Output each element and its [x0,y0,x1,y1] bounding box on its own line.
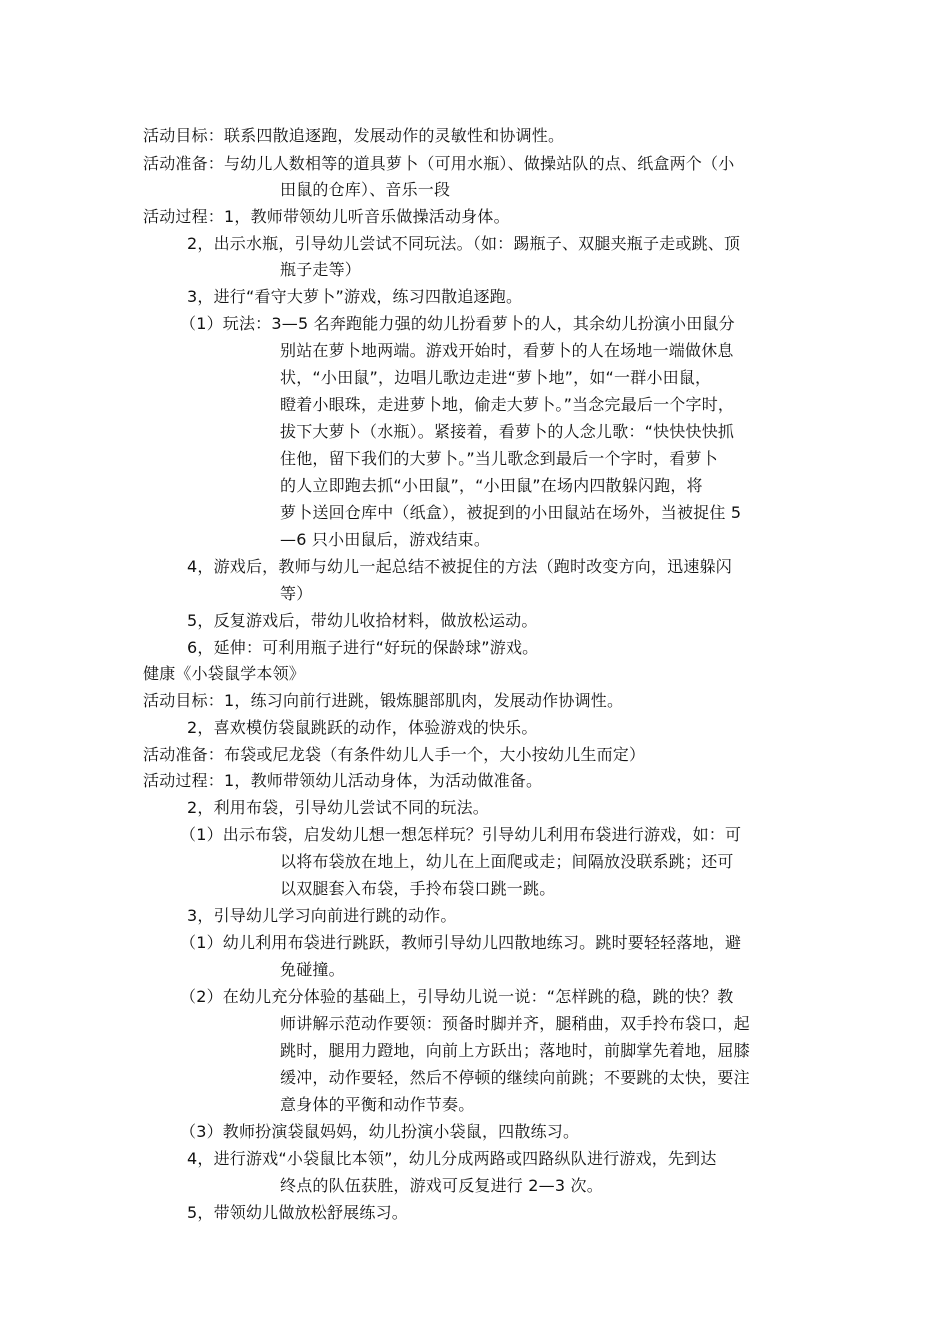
text-line: 意身体的平衡和动作节奏。 [280,1095,475,1114]
text-line: 住他，留下我们的大萝卜。”当儿歌念到最后一个字时，看萝卜 [280,449,718,468]
text-line: 活动准备：与幼儿人数相等的道具萝卜（可用水瓶）、做操站队的点、纸盒两个（小 [143,154,735,173]
text-line: 等） [280,584,313,603]
text-line: 5，反复游戏后，带幼儿收拾材料，做放松运动。 [187,611,538,630]
text-line: 2，出示水瓶，引导幼儿尝试不同玩法。（如：踢瓶子、双腿夹瓶子走或跳、顶 [187,234,741,253]
text-line: 以将布袋放在地上，幼儿在上面爬或走；间隔放没联系跳；还可 [280,852,734,871]
text-line: 活动目标：联系四散追逐跑，发展动作的灵敏性和协调性。 [143,126,565,145]
text-line: 田鼠的仓库）、音乐一段 [280,180,451,199]
section-heading: 健康《小袋鼠学本领》 [143,664,306,683]
text-line: 免碰撞。 [280,960,345,979]
text-line: 师讲解示范动作要领：预备时脚并齐，腿稍曲，双手拎布袋口，起 [280,1014,750,1033]
text-line: （1）幼儿利用布袋进行跳跃，教师引导幼儿四散地练习。跳时要轻轻落地，避 [180,933,742,952]
text-line: 状，“小田鼠”，边唱儿歌边走进“萝卜地”，如“一群小田鼠， [280,368,712,387]
text-line: 拔下大萝卜（水瓶）。紧接着，看萝卜的人念儿歌：“快快快快抓 [280,422,735,441]
text-line: （2）在幼儿充分体验的基础上，引导幼儿说一说：“怎样跳的稳，跳的快？教 [180,987,734,1006]
text-line: 瞪着小眼珠，走进萝卜地，偷走大萝卜。”当念完最后一个字时， [280,395,735,414]
text-line: （1）出示布袋，启发幼儿想一想怎样玩？引导幼儿利用布袋进行游戏，如：可 [180,825,742,844]
text-line: 缓冲，动作要轻，然后不停顿的继续向前跳；不要跳的太快，要注 [280,1068,750,1087]
text-line: 2，利用布袋，引导幼儿尝试不同的玩法。 [187,798,489,817]
text-line: 活动过程：1，教师带领幼儿听音乐做操活动身体。 [143,207,510,226]
text-line: 活动过程：1，教师带领幼儿活动身体，为活动做准备。 [143,771,543,790]
text-line: 5，带领幼儿做放松舒展练习。 [187,1203,408,1222]
text-line: 别站在萝卜地两端。游戏开始时，看萝卜的人在场地一端做休息 [280,341,734,360]
text-line: 活动目标：1，练习向前行进跳，锻炼腿部肌肉，发展动作协调性。 [143,691,624,710]
text-line: 4，游戏后，教师与幼儿一起总结不被捉住的方法（跑时改变方向，迅速躲闪 [187,557,732,576]
text-line: 瓶子走等） [280,260,362,279]
text-line: 3，引导幼儿学习向前进行跳的动作。 [187,906,457,925]
text-line: 活动准备：布袋或尼龙袋（有条件幼儿人手一个，大小按幼儿生而定） [143,745,646,764]
text-line: （1）玩法：3—5 名奔跑能力强的幼儿扮看萝卜的人，其余幼儿扮演小田鼠分 [180,314,735,333]
text-line: 萝卜送回仓库中（纸盒），被捉到的小田鼠站在场外，当被捉住 5 [280,503,742,522]
text-line: 2，喜欢模仿袋鼠跳跃的动作，体验游戏的快乐。 [187,718,538,737]
text-line: 的人立即跑去抓“小田鼠”，“小田鼠”在场内四散躲闪跑，将 [280,476,703,495]
text-line: 4，进行游戏“小袋鼠比本领”，幼儿分成两路或四路纵队进行游戏，先到达 [187,1149,717,1168]
text-line: —6 只小田鼠后，游戏结束。 [280,530,491,549]
text-line: 终点的队伍获胜，游戏可反复进行 2—3 次。 [280,1176,603,1195]
text-line: 跳时，腿用力蹬地，向前上方跃出；落地时，前脚掌先着地，屈膝 [280,1041,750,1060]
text-line: 以双腿套入布袋，手拎布袋口跳一跳。 [280,879,556,898]
text-line: 6，延伸：可利用瓶子进行“好玩的保龄球”游戏。 [187,638,539,657]
text-line: 3，进行“看守大萝卜”游戏，练习四散追逐跑。 [187,287,523,306]
text-line: （3）教师扮演袋鼠妈妈，幼儿扮演小袋鼠，四散练习。 [180,1122,580,1141]
